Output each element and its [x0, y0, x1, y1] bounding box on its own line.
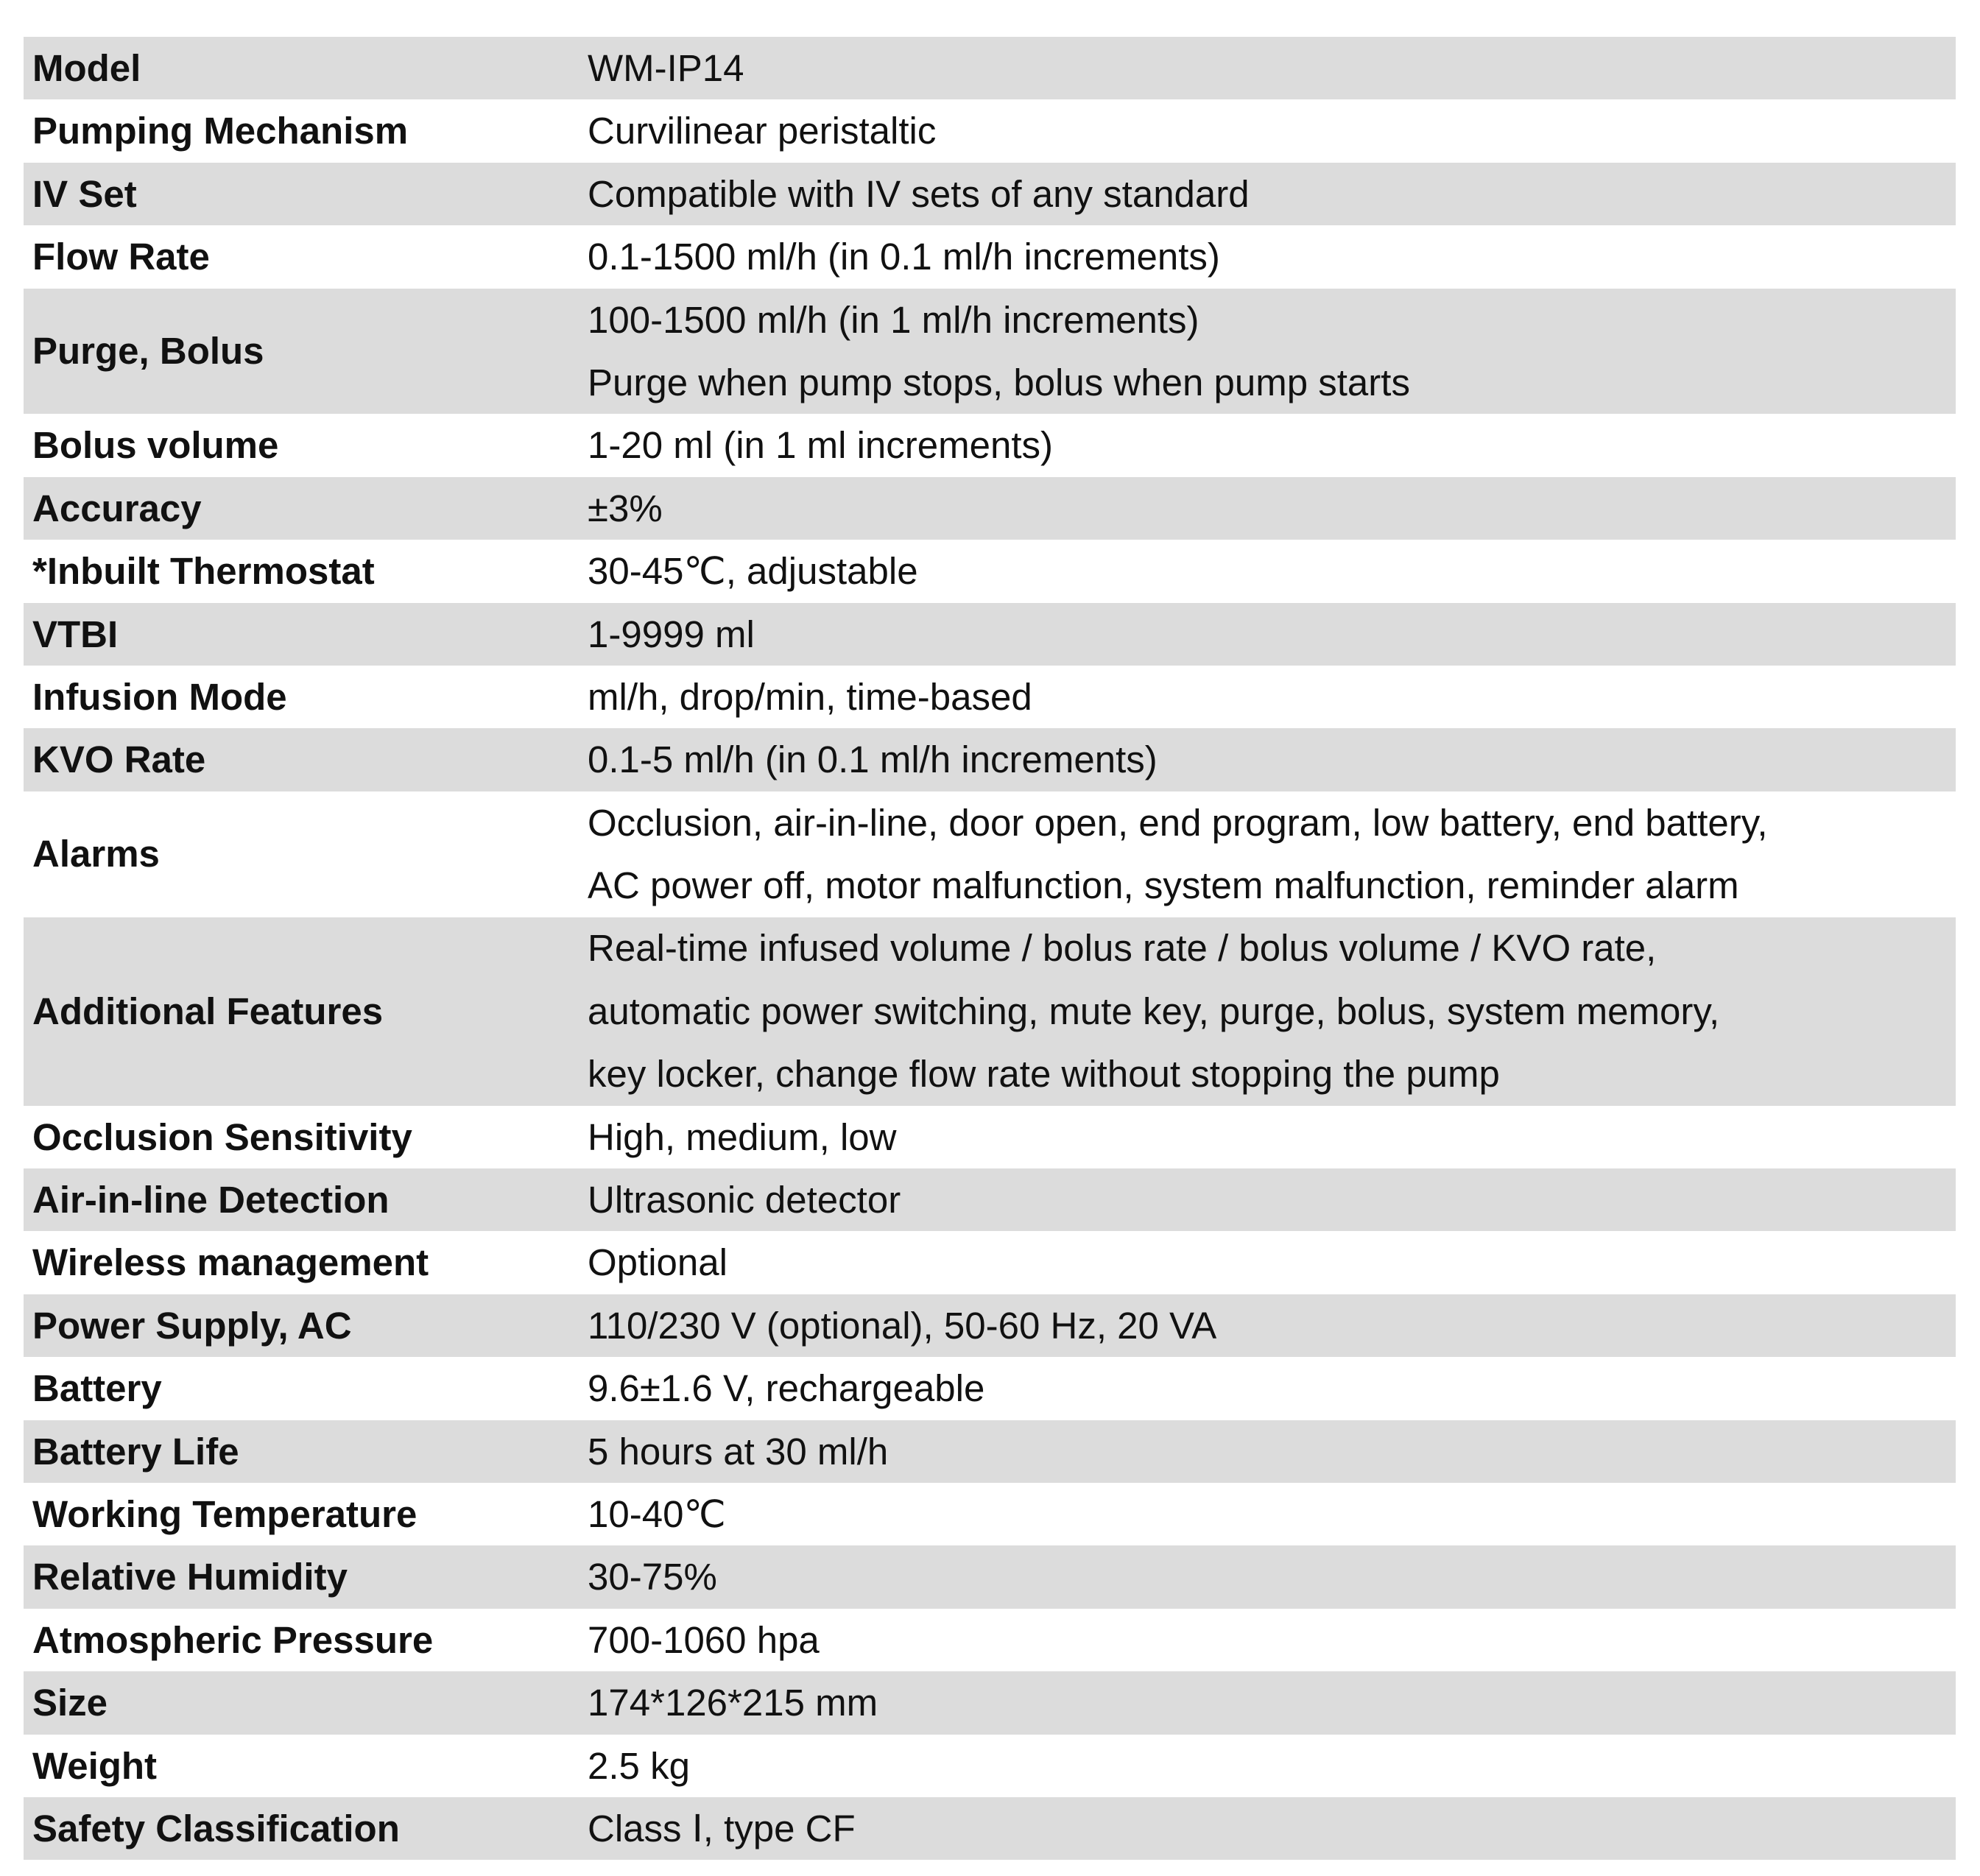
spec-value-line: Optional: [588, 1241, 727, 1284]
spec-value: [588, 1168, 1956, 1231]
spec-value-line: Real-time infused volume / bolus rate / bolus volume / KVO rate,: [588, 927, 1657, 970]
spec-value-line: key locker, change flow rate without stopping the pump: [588, 1053, 1500, 1096]
spec-value: [588, 666, 1956, 728]
spec-value: [588, 540, 1956, 602]
spec-label: Atmospheric Pressure: [32, 1618, 434, 1661]
spec-label: Air-in-line Detection: [32, 1179, 390, 1221]
table-row: [24, 1483, 1956, 1545]
table-row: [24, 1294, 1956, 1357]
table-row: [24, 917, 1956, 1106]
spec-label: Infusion Mode: [32, 675, 287, 718]
spec-value-line: Class Ⅰ, type CF: [588, 1807, 856, 1849]
spec-value: [588, 163, 1956, 225]
table-row: [24, 791, 1956, 917]
table-row: [24, 1609, 1956, 1671]
table-row: [24, 1797, 1956, 1860]
spec-label: Wireless management: [32, 1241, 429, 1284]
spec-value-line: 30-45℃, adjustable: [588, 550, 918, 593]
spec-label: Accuracy: [32, 487, 202, 529]
spec-label: Purge, Bolus: [32, 330, 264, 373]
spec-value: [588, 1671, 1956, 1734]
spec-value-line: Purge when pump stops, bolus when pump starts: [588, 361, 1410, 403]
table-row: [24, 1106, 1956, 1168]
table-row: [24, 1671, 1956, 1734]
spec-label: Bolus volume: [32, 424, 279, 467]
spec-value-line: 0.1-5 ml/h (in 0.1 ml/h increments): [588, 738, 1158, 781]
spec-label: Size: [32, 1682, 108, 1724]
spec-value-line: Ultrasonic detector: [588, 1179, 901, 1221]
table-row: [24, 1231, 1956, 1294]
table-row: [24, 603, 1956, 666]
spec-value-line: 9.6±1.6 V, rechargeable: [588, 1367, 985, 1410]
spec-value: [588, 1735, 1956, 1797]
spec-value-line: 0.1-1500 ml/h (in 0.1 ml/h increments): [588, 236, 1220, 278]
spec-value-line: 1-20 ml (in 1 ml increments): [588, 424, 1053, 467]
spec-value-line: 5 hours at 30 ml/h: [588, 1430, 889, 1473]
spec-value-line: ml/h, drop/min, time-based: [588, 675, 1032, 718]
spec-label: IV Set: [32, 172, 137, 215]
table-row: [24, 540, 1956, 602]
spec-value-line: 1-9999 ml: [588, 613, 755, 655]
spec-value: [588, 414, 1956, 476]
spec-value-line: 10-40℃: [588, 1493, 726, 1536]
spec-value-line: 100-1500 ml/h (in 1 ml/h increments): [588, 298, 1199, 341]
spec-value-line: 174*126*215 mm: [588, 1682, 878, 1724]
spec-value: [588, 225, 1956, 288]
spec-value: [588, 37, 1956, 99]
table-row: [24, 1168, 1956, 1231]
table-row: [24, 163, 1956, 225]
spec-label: *Inbuilt Thermostat: [32, 550, 375, 593]
table-row: [24, 99, 1956, 162]
spec-label: VTBI: [32, 613, 119, 655]
spec-value: [588, 603, 1956, 666]
spec-value: [588, 1797, 1956, 1860]
table-row: [24, 1735, 1956, 1797]
table-row: [24, 728, 1956, 791]
spec-value: [588, 728, 1956, 791]
spec-value: [588, 1545, 1956, 1608]
table-row: [24, 1357, 1956, 1420]
spec-label: Safety Classification: [32, 1807, 400, 1849]
spec-value: [588, 1609, 1956, 1671]
spec-value-line: Curvilinear peristaltic: [588, 110, 937, 152]
spec-value: [588, 917, 1956, 1105]
spec-value: [588, 1106, 1956, 1168]
spec-value-line: High, medium, low: [588, 1115, 897, 1158]
spec-label: Working Temperature: [32, 1493, 418, 1536]
spec-value: [588, 1357, 1956, 1420]
spec-label: Power Supply, AC: [32, 1304, 352, 1347]
table-row: [24, 666, 1956, 728]
spec-label: Relative Humidity: [32, 1556, 348, 1598]
spec-value-line: 30-75%: [588, 1556, 717, 1598]
spec-table: [24, 37, 1956, 1860]
spec-value-line: WM-IP14: [588, 47, 744, 89]
spec-value-line: Compatible with IV sets of any standard: [588, 172, 1250, 215]
spec-value-line: 2.5 kg: [588, 1744, 690, 1787]
spec-label: Flow Rate: [32, 236, 210, 278]
table-row: [24, 37, 1956, 99]
spec-value: [588, 477, 1956, 540]
spec-value-line: AC power off, motor malfunction, system malfunction, reminder alarm: [588, 864, 1739, 907]
spec-value: [588, 289, 1956, 415]
spec-label: Pumping Mechanism: [32, 110, 409, 152]
spec-label: Model: [32, 47, 141, 89]
table-row: [24, 289, 1956, 415]
spec-value: [588, 99, 1956, 162]
spec-value-line: automatic power switching, mute key, purge, bolus, system memory,: [588, 990, 1720, 1032]
spec-value: [588, 1483, 1956, 1545]
spec-label: Weight: [32, 1744, 158, 1787]
spec-value-line: ±3%: [588, 487, 663, 529]
spec-label: Battery: [32, 1367, 162, 1410]
spec-value: [588, 1420, 1956, 1483]
spec-label: Occlusion Sensitivity: [32, 1115, 412, 1158]
spec-value: [588, 1231, 1956, 1294]
spec-label: Additional Features: [32, 990, 384, 1032]
spec-label: KVO Rate: [32, 738, 206, 781]
spec-value-line: 700-1060 hpa: [588, 1618, 820, 1661]
table-row: [24, 1545, 1956, 1608]
table-row: [24, 414, 1956, 476]
spec-value: [588, 1294, 1956, 1357]
spec-value-line: 110/230 V (optional), 50-60 Hz, 20 VA: [588, 1304, 1217, 1347]
spec-value-line: Occlusion, air-in-line, door open, end program, low battery, end battery,: [588, 801, 1768, 844]
spec-value: [588, 791, 1956, 917]
table-row: [24, 1420, 1956, 1483]
table-row: [24, 477, 1956, 540]
table-row: [24, 225, 1956, 288]
spec-label: Alarms: [32, 833, 160, 875]
spec-label: Battery Life: [32, 1430, 239, 1473]
